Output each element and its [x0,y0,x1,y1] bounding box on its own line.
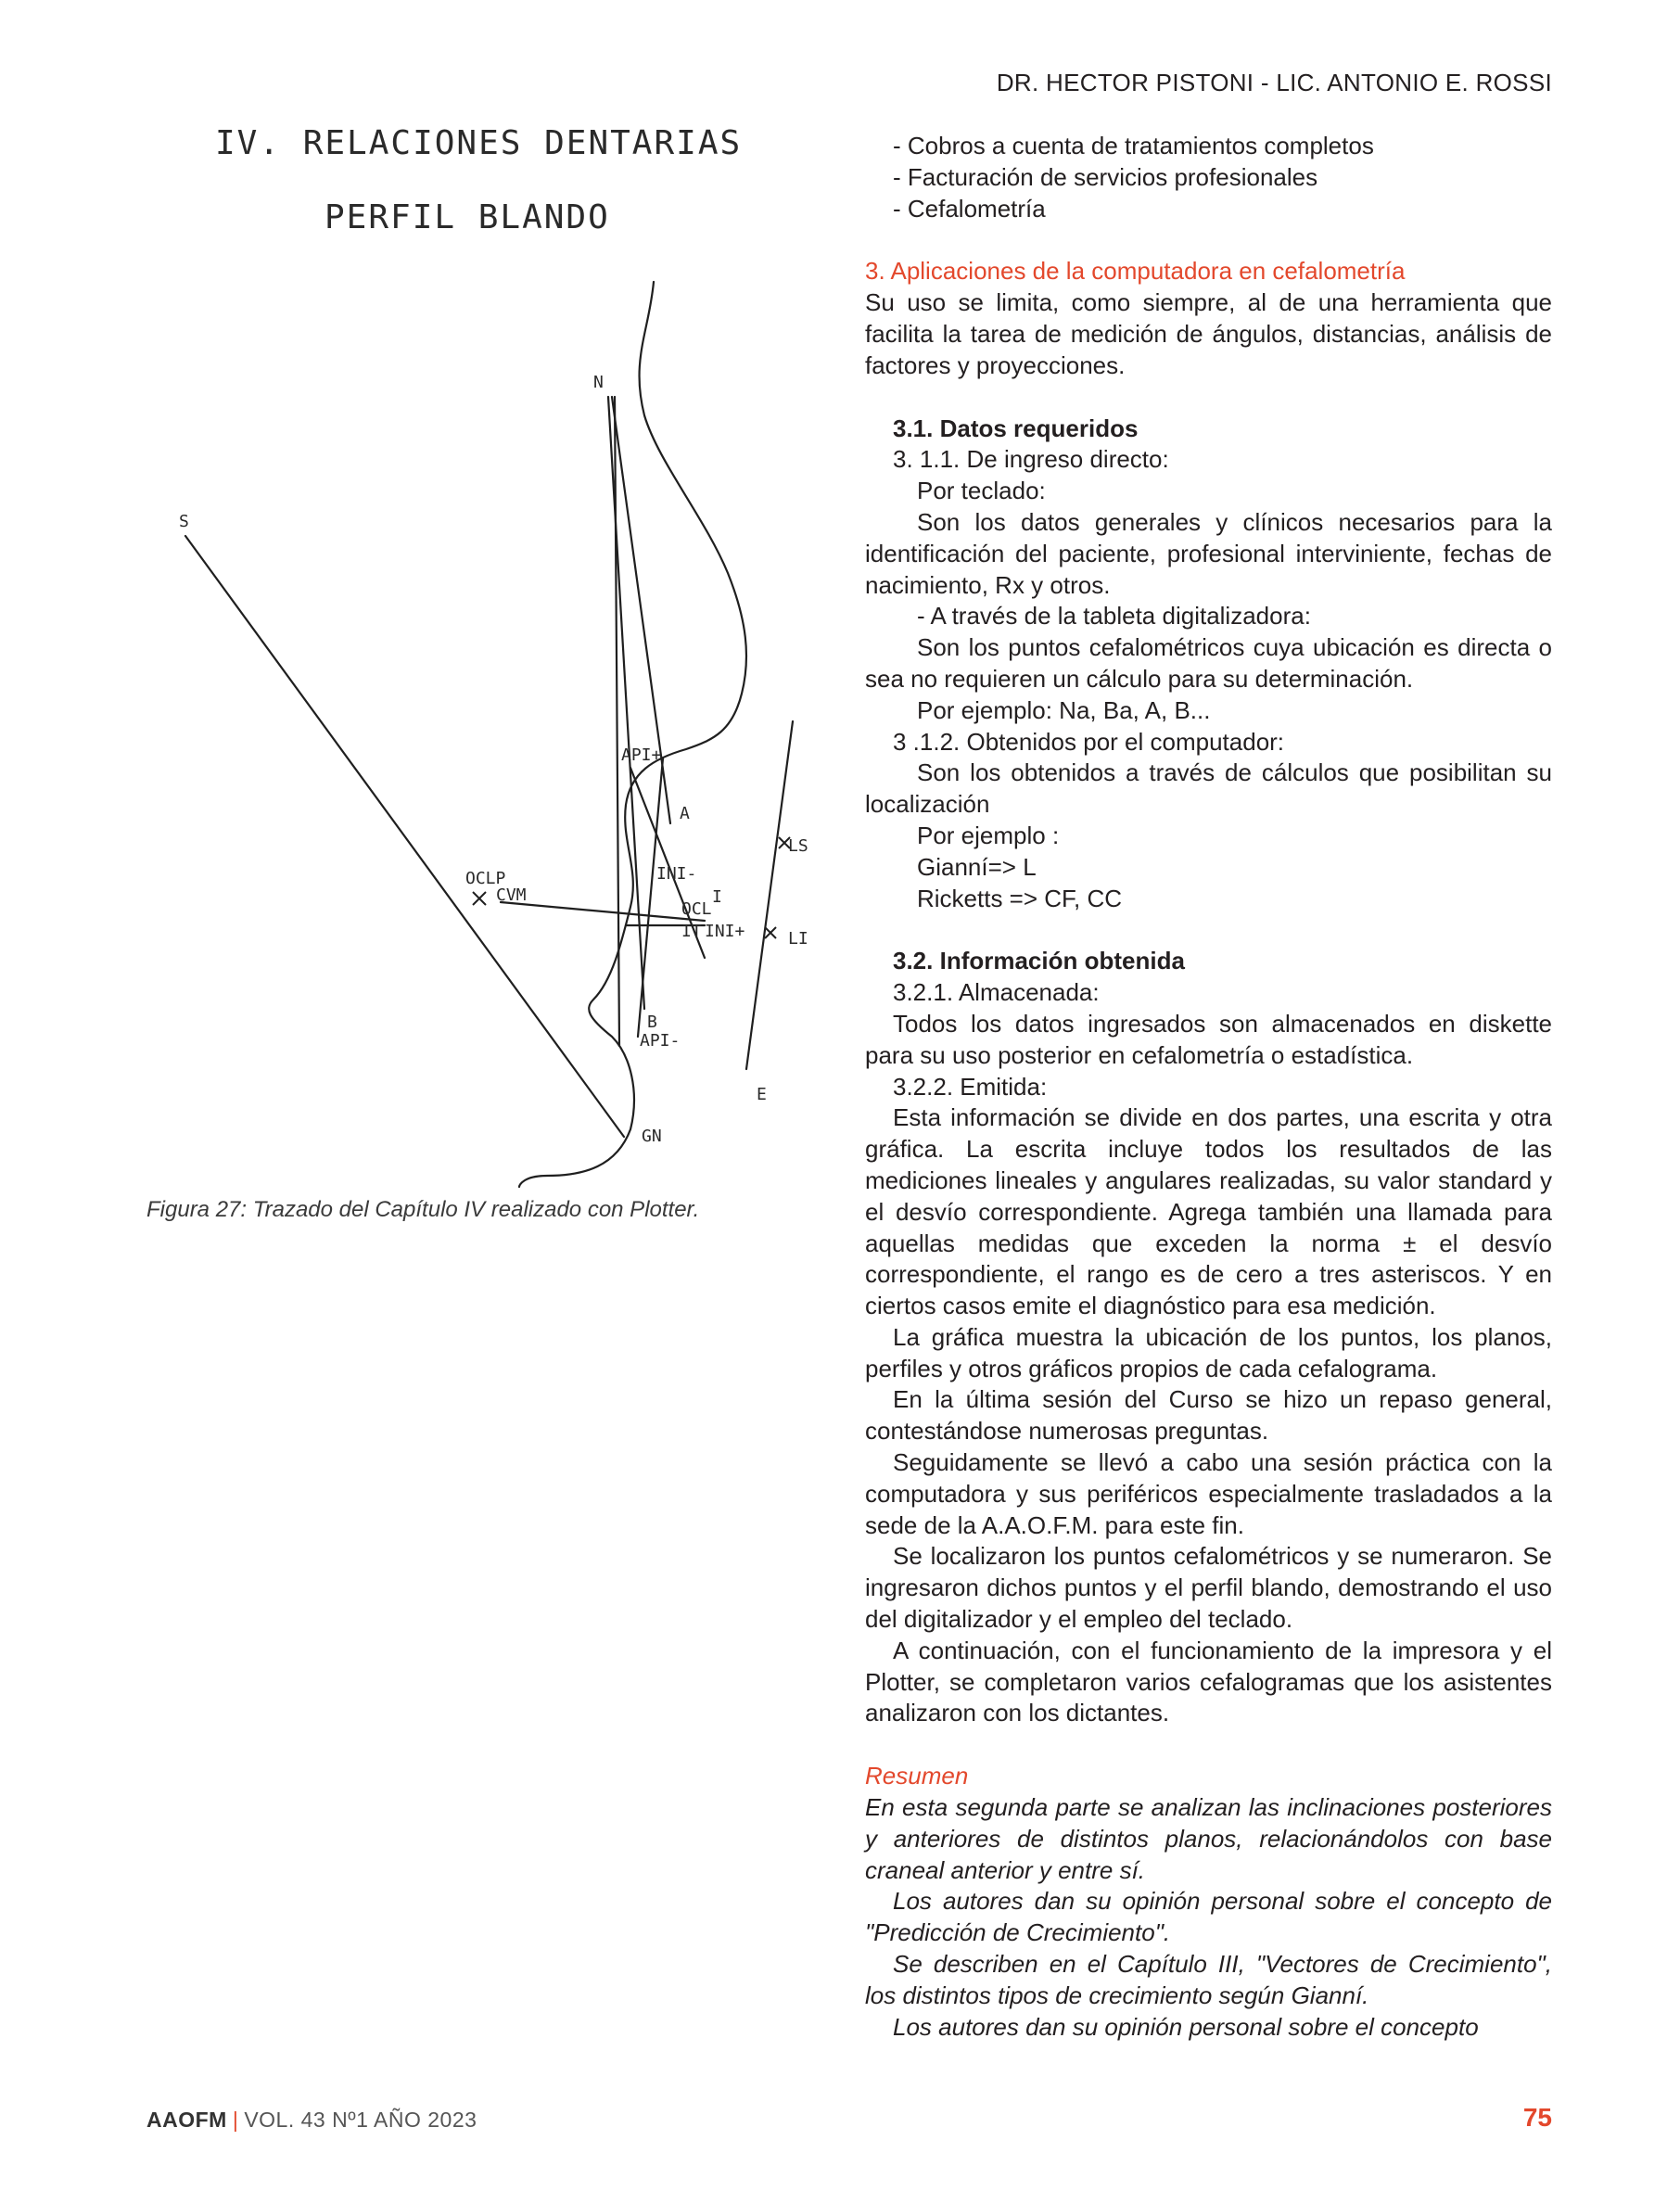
s-gn-line [185,536,624,1137]
occlusal-line [501,902,705,921]
example-line: Por ejemplo: Na, Ba, A, B... [917,695,1211,724]
figure-title-2: PERFIL BLANDO [325,198,610,236]
journal-footer [146,2108,477,2133]
n-line-3 [615,397,619,1046]
example-gianni: Gianní=> L [917,852,1037,881]
label-is: I [712,887,722,907]
page-number: 75 [1522,2103,1552,2132]
paragraph: Son los datos generales y clínicos necesarios para la identificación del paciente, profesional interviniente, fechas de nacimiento, Rx y otros. [865,507,1552,599]
subsection-heading-3-1: 3.1. Datos requeridos [893,414,1139,442]
paragraph: Son los obtenidos a través de cálculos que posibilitan su localización [865,758,1552,819]
label-cvm: CVM [496,885,527,905]
label-por-teclado: Por teclado: [917,477,1046,505]
soft-tissue-profile [519,282,746,1187]
bullet-cefalometria: - Cefalometría [893,194,1046,223]
section-heading-3: 3. Aplicaciones de la computadora en cefalometría [865,257,1406,286]
paragraph: Se localizaron los puntos cefalométricos y se numeraron. Se ingresaron dichos puntos y el perfil blando, demostrando el uso del digitalizador y el empleo del teclado. [865,1542,1552,1634]
label-li: LI [788,929,808,949]
paragraph: La gráfica muestra la ubicación de los puntos, los planos, perfiles y otros gráficos propios de cada cefalograma. [865,1322,1552,1382]
figure-caption: Figura 27: Trazado del Capítulo IV realizado con Plotter. [146,1197,700,1222]
n-line-1 [608,397,644,1009]
resumen-paragraph: Se describen en el Capítulo III, "Vectores de Crecimiento", los distintos tipos de crecimiento según Gianní. [865,1950,1552,2009]
label-ls: LS [788,836,808,856]
subsection-3-1-2: 3 .1.2. Obtenidos por el computador: [893,727,1285,756]
label-ocl: OCL [681,899,712,919]
paragraph: Su uso se limita, como siempre, al de una herramienta que facilita la tarea de medición de ángulos, distancias, análisis de factores y proyecciones. [865,288,1552,379]
label-oclp: OCLP [465,869,506,888]
bullet-facturacion: - Facturación de servicios profesionales [893,162,1318,191]
label-e: E [757,1085,767,1104]
e-line [746,721,793,1069]
plotter-tracing [148,119,834,1194]
footer-separator: | [232,2108,239,2132]
label-a: A [680,804,690,823]
paragraph: Seguidamente se llevó a cabo una sesión práctica con la computadora y sus periféricos especialmente trasladados a la sede de la A.A.O.F.M. para este fin. [865,1448,1552,1539]
label-api-plus: API+ [621,745,662,765]
bullet-cobros: - Cobros a cuenta de tratamientos completos [893,132,1374,159]
figure-title-1: IV. RELACIONES DENTARIAS [215,124,743,162]
label-ini-minus: INI- [656,864,697,884]
paragraph: Todos los datos ingresados son almacenados en diskette para su uso posterior en cefalometría o estadística. [865,1009,1552,1069]
example-ricketts: Ricketts => CF, CC [917,884,1123,912]
label-ini-plus: INI+ [705,922,745,941]
paragraph: En la última sesión del Curso se hizo un repaso general, contestándose numerosas preguntas. [865,1385,1552,1446]
subsection-3-2-2: 3.2.2. Emitida: [893,1072,1048,1101]
paragraph: A continuación, con el funcionamiento de la impresora y el Plotter, se completaron varios cefalogramas que los asistentes analizaron con los dictantes. [865,1636,1552,1727]
resumen-heading: Resumen [865,1762,969,1790]
label-api-minus: API- [640,1031,681,1051]
label-it: IT [681,922,702,941]
label-gn: GN [642,1127,662,1146]
subsection-3-2-1: 3.2.1. Almacenada: [893,978,1100,1007]
journal-brand: AAOFM [146,2108,227,2132]
paragraph: Esta información se divide en dos partes, una escrita y otra gráfica. La escrita incluye todos los resultados de las mediciones lineales y angulares realizadas, su valor standard y el desvío correspondiente. Agrega también una llamada para aquellas medidas que exceden la norma ± el desvío correspondiente, el rango es de cero a tres asteriscos. Y en ciertos casos emite el diagnóstico para esa medición. [865,1103,1552,1320]
label-b: B [647,1013,657,1032]
article-column [865,131,1552,2043]
running-header: DR. HECTOR PISTONI - LIC. ANTONIO E. ROSSI [996,69,1552,96]
resumen-paragraph: En esta segunda parte se analizan las inclinaciones posteriores y anteriores de distintos planos, relacionándolos con base craneal anterior y entre sí. [865,1793,1552,1884]
paragraph: Son los puntos cefalométricos cuya ubicación es directa o sea no requieren un cálculo para su determinación. [865,633,1552,693]
cephalometric-figure [148,119,834,1194]
resumen-paragraph: Los autores dan su opinión personal sobre el concepto de "Predicción de Crecimiento". [865,1887,1552,1947]
label-s: S [179,512,189,531]
resumen-paragraph: Los autores dan su opinión personal sobre el concepto [893,2012,1479,2041]
label-tableta: - A través de la tableta digitalizadora: [917,602,1311,631]
journal-issue: VOL. 43 Nº1 AÑO 2023 [244,2108,477,2132]
subsection-heading-3-2: 3.2. Información obtenida [893,947,1185,975]
example-line: Por ejemplo : [917,821,1060,849]
subsection-3-1-1: 3. 1.1. De ingreso directo: [893,445,1169,474]
incisor-line-2 [638,758,663,1037]
label-n: N [593,373,604,392]
